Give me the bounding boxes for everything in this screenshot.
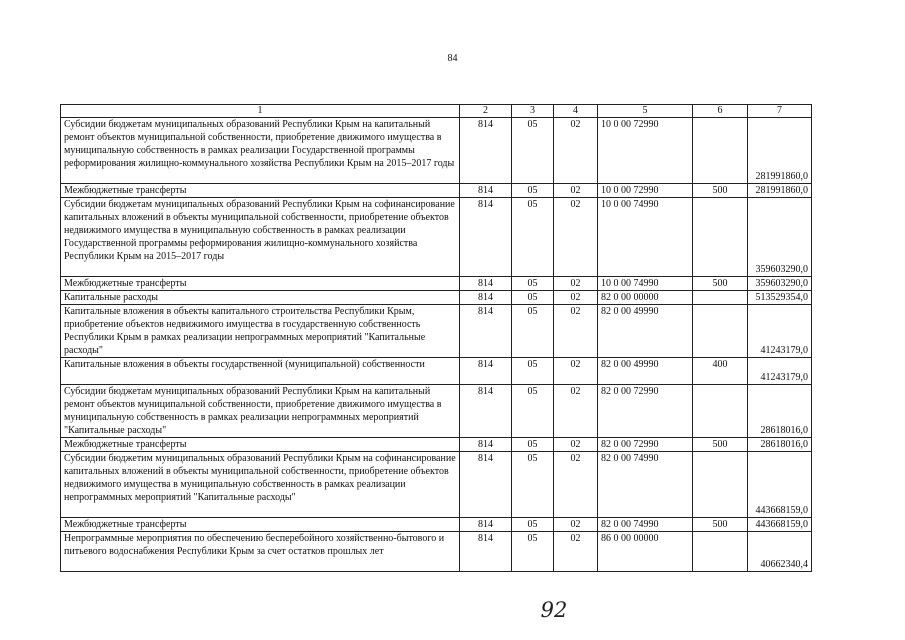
row-col2: 814 — [460, 277, 512, 291]
row-amount: 28618016,0 — [748, 438, 812, 452]
row-col2: 814 — [460, 385, 512, 438]
row-col4: 02 — [554, 532, 598, 572]
table-row — [61, 184, 812, 198]
row-col6 — [693, 118, 748, 184]
table-row — [61, 385, 812, 438]
row-name: Субсидии бюджетам муниципальных образований Республики Крым на капитальный ремонт объектов муниципальной собственности, приобретение движимого имущества в муниципальную собственность в рамках реализации Государственной программы реформирования жилищно-коммунального хозяйства Республики Крым на 2015–2017 годы — [61, 118, 460, 184]
row-col2: 814 — [460, 184, 512, 198]
row-col4: 02 — [554, 277, 598, 291]
row-col2: 814 — [460, 438, 512, 452]
row-col2: 814 — [460, 305, 512, 358]
row-col3: 05 — [512, 118, 554, 184]
row-col5: 82 0 00 74990 — [598, 452, 693, 518]
row-col5: 82 0 00 00000 — [598, 291, 693, 305]
row-col6 — [693, 291, 748, 305]
table-row — [61, 532, 812, 572]
row-col3: 05 — [512, 532, 554, 572]
row-amount: 41243179,0 — [748, 305, 812, 358]
row-col2: 814 — [460, 291, 512, 305]
table-row — [61, 438, 812, 452]
table-row — [61, 291, 812, 305]
table-row — [61, 518, 812, 532]
row-name: Субсидии бюджетам муниципальных образований Республики Крым на капитальный ремонт объектов муниципальной собственности, приобретение движимого имущества в муниципальную собственность в рамках реализации непрограммных мероприятий "Капитальные расходы" — [61, 385, 460, 438]
row-name: Межбюджетные трансферты — [61, 438, 460, 452]
row-col3: 05 — [512, 518, 554, 532]
row-col3: 05 — [512, 305, 554, 358]
row-col6: 500 — [693, 184, 748, 198]
row-name: Межбюджетные трансферты — [61, 518, 460, 532]
row-col6: 400 — [693, 358, 748, 385]
handwritten-page-number: 92 — [540, 598, 568, 622]
header-cell: 5 — [598, 105, 693, 118]
table-row — [61, 118, 812, 184]
row-col2: 814 — [460, 198, 512, 277]
row-name: Капитальные вложения в объекты капитального строительства Республики Крым, приобретение объектов недвижимого имущества в государственную собственность Республики Крым в рамках реализации непрограммных мероприятий "Капитальные расходы" — [61, 305, 460, 358]
row-col4: 02 — [554, 438, 598, 452]
row-col3: 05 — [512, 291, 554, 305]
header-cell: 2 — [460, 105, 512, 118]
header-cell: 4 — [554, 105, 598, 118]
row-name: Субсидии бюджетам муниципальных образований Республики Крым на софинансирование капитальных вложений в объекты муниципальной собственности, приобретение объектов недвижимого имущества в муниципальную собственность в рамках реализации Государственной программы реформирования жилищно-коммунального хозяйства Республики Крым на 2015–2017 годы — [61, 198, 460, 277]
row-amount: 513529354,0 — [748, 291, 812, 305]
row-col4: 02 — [554, 291, 598, 305]
row-col4: 02 — [554, 305, 598, 358]
row-col2: 814 — [460, 118, 512, 184]
row-amount: 443668159,0 — [748, 518, 812, 532]
row-name: Непрограммные мероприятия по обеспечению бесперебойного хозяйственно-бытового и питьевого водоснабжения Республики Крым за счет остатков прошлых лет — [61, 532, 460, 572]
row-col5: 10 0 00 74990 — [598, 198, 693, 277]
row-col2: 814 — [460, 452, 512, 518]
row-col4: 02 — [554, 358, 598, 385]
table-row — [61, 358, 812, 385]
row-col3: 05 — [512, 385, 554, 438]
row-col2: 814 — [460, 358, 512, 385]
table-row — [61, 452, 812, 518]
row-col2: 814 — [460, 532, 512, 572]
row-col4: 02 — [554, 184, 598, 198]
row-name: Межбюджетные трансферты — [61, 184, 460, 198]
row-amount: 41243179,0 — [748, 358, 812, 385]
row-amount: 359603290,0 — [748, 198, 812, 277]
row-col3: 05 — [512, 184, 554, 198]
row-amount: 443668159,0 — [748, 452, 812, 518]
row-col4: 02 — [554, 118, 598, 184]
row-name: Межбюджетные трансферты — [61, 277, 460, 291]
row-amount: 28618016,0 — [748, 385, 812, 438]
table-row — [61, 277, 812, 291]
row-col5: 10 0 00 74990 — [598, 277, 693, 291]
row-name: Субсидии бюджетим муниципальных образований Республики Крым на софинансирование капитальных вложений в объекты муниципальной собственности, приобретение объектов недвижимого имущества в муниципальную собственность в рамках реализации непрограммных мероприятий "Капитальные расходы" — [61, 452, 460, 518]
header-cell: 7 — [748, 105, 812, 118]
header-cell: 3 — [512, 105, 554, 118]
row-amount: 281991860,0 — [748, 184, 812, 198]
header-cell: 6 — [693, 105, 748, 118]
row-col4: 02 — [554, 385, 598, 438]
row-col5: 82 0 00 72990 — [598, 438, 693, 452]
row-col4: 02 — [554, 452, 598, 518]
row-col6: 500 — [693, 277, 748, 291]
table-row — [61, 305, 812, 358]
row-col3: 05 — [512, 198, 554, 277]
row-col4: 02 — [554, 198, 598, 277]
row-name: Капитальные вложения в объекты государственной (муниципальной) собственности — [61, 358, 460, 385]
row-col6 — [693, 198, 748, 277]
table-header-row — [61, 105, 812, 118]
row-col6: 500 — [693, 518, 748, 532]
row-col5: 10 0 00 72990 — [598, 184, 693, 198]
header-cell: 1 — [61, 105, 460, 118]
row-col6 — [693, 452, 748, 518]
row-col5: 82 0 00 72990 — [598, 385, 693, 438]
row-amount: 281991860,0 — [748, 118, 812, 184]
row-col2: 814 — [460, 518, 512, 532]
row-col6 — [693, 305, 748, 358]
table-row — [61, 198, 812, 277]
row-col3: 05 — [512, 438, 554, 452]
row-col3: 05 — [512, 452, 554, 518]
row-col3: 05 — [512, 358, 554, 385]
row-col6: 500 — [693, 438, 748, 452]
row-col4: 02 — [554, 518, 598, 532]
row-col3: 05 — [512, 277, 554, 291]
budget-table — [60, 104, 812, 572]
row-col6 — [693, 532, 748, 572]
row-amount: 40662340,4 — [748, 532, 812, 572]
page-number: 84 — [447, 53, 458, 64]
row-col5: 10 0 00 72990 — [598, 118, 693, 184]
row-col5: 82 0 00 49990 — [598, 358, 693, 385]
row-name: Капитальные расходы — [61, 291, 460, 305]
row-col6 — [693, 385, 748, 438]
row-col5: 82 0 00 74990 — [598, 518, 693, 532]
row-amount: 359603290,0 — [748, 277, 812, 291]
row-col5: 86 0 00 00000 — [598, 532, 693, 572]
row-col5: 82 0 00 49990 — [598, 305, 693, 358]
